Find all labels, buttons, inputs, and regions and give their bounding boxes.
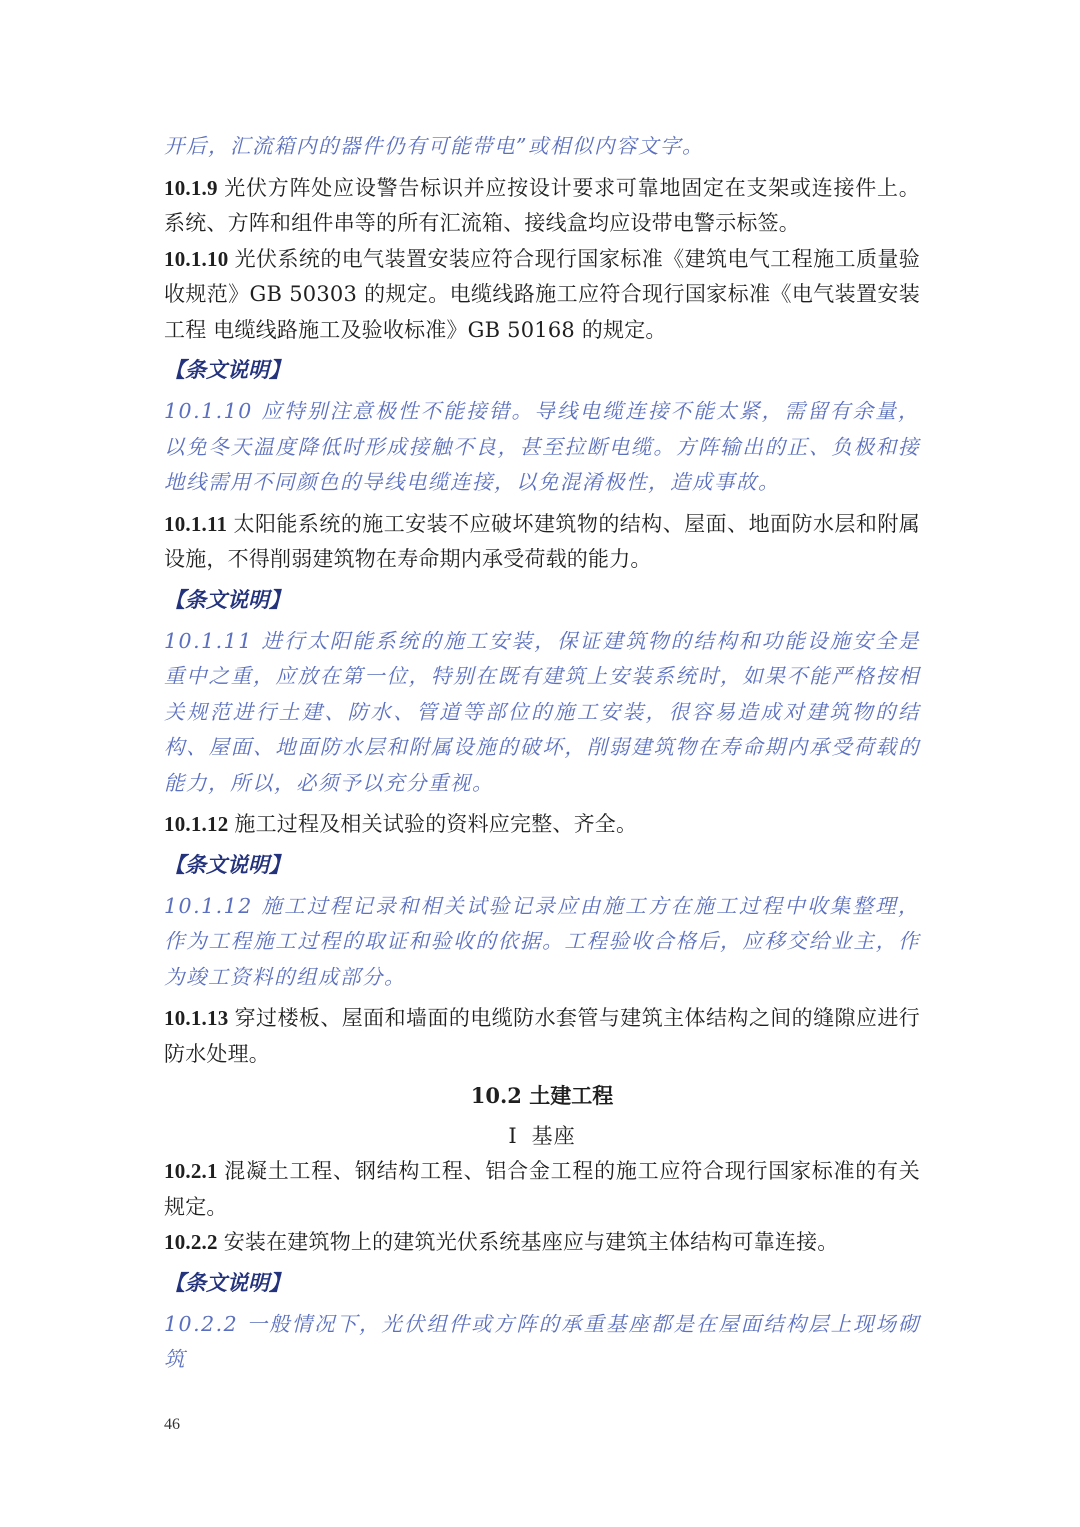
subsection-title	[164, 1118, 920, 1154]
clause-10-1-12	[164, 807, 920, 843]
clause-text: 施工过程及相关试验的资料应完整、齐全。	[234, 812, 638, 836]
explanation-heading: 【条文说明】	[164, 357, 290, 382]
clause-number: 10.2.1	[164, 1159, 218, 1183]
section-title: 10.2 土建工程	[470, 1083, 614, 1108]
clause-number: 10.1.13	[164, 1006, 229, 1030]
clause-number: 10.2.2	[164, 1230, 218, 1254]
page-content	[164, 129, 920, 1384]
explanation-text: 10.1.11 进行太阳能系统的施工安装，保证建筑物的结构和功能设施安全是重中之重，应放在第一位，特别在既有建筑上安装系统时，如果不能严格按相关规范进行土建、防水、管道等部位的施工安装，很容易造成对建筑物的结构、屋面、地面防水层和附属设施的破坏，削弱建筑物在寿命期内承受荷载的能力，所以，必须予以充分重视。	[164, 628, 920, 795]
subsection-roman-numeral: I	[508, 1124, 518, 1148]
page-number: 46	[164, 1416, 180, 1433]
clause-number: 10.1.9	[164, 175, 218, 200]
explanation-heading: 【条文说明】	[164, 586, 290, 612]
clause-10-1-10	[164, 242, 920, 349]
clause-10-2-1	[164, 1154, 920, 1225]
clause-number: 10.1.11	[164, 511, 228, 536]
clause-10-1-9	[164, 171, 920, 242]
subsection-title-text: 基座	[531, 1124, 576, 1148]
clause-text: 太阳能系统的施工安装不应破坏建筑物的结构、屋面、地面防水层和附属设施，不得削弱建筑物在寿命期内承受荷载的能力。	[164, 511, 920, 571]
clause-10-1-11	[164, 507, 920, 578]
explanation-text: 10.2.2 一般情况下，光伏组件或方阵的承重基座都是在屋面结构层上现场砌筑	[164, 1311, 920, 1371]
clause-10-1-13	[164, 1001, 920, 1072]
clause-text: 光伏方阵处应设警告标识并应按设计要求可靠地固定在支架或连接件上。系统、方阵和组件串等的所有汇流箱、接线盒均应设带电警示标签。	[164, 175, 920, 235]
explanation-text: 10.1.10 应特别注意极性不能接错。导线电缆连接不能太紧，需留有余量，以免冬天温度降低时形成接触不良，甚至拉断电缆。方阵输出的正、负极和接地线需用不同颜色的导线电缆连接，以免混淆极性，造成事故。	[164, 399, 920, 494]
clause-text: 混凝土工程、钢结构工程、铝合金工程的施工应符合现行国家标准的有关规定。	[164, 1159, 920, 1219]
clause-text: 穿过楼板、屋面和墙面的电缆防水套管与建筑主体结构之间的缝隙应进行防水处理。	[164, 1006, 920, 1066]
clause-text: 光伏系统的电气装置安装应符合现行国家标准《建筑电气工程施工质量验收规范》GB 50303 的规定。电缆线路施工应符合现行国家标准《电气装置安装工程 电缆线路施工及验收标准》GB 50168 的规定。	[164, 246, 920, 342]
clause-text: 安装在建筑物上的建筑光伏系统基座应与建筑主体结构可靠连接。	[223, 1230, 839, 1254]
explanation-heading: 【条文说明】	[164, 851, 290, 877]
clause-number: 10.1.10	[164, 246, 229, 271]
clause-number: 10.1.12	[164, 812, 229, 836]
clause-10-2-2	[164, 1225, 920, 1261]
explanation-heading: 【条文说明】	[164, 1269, 290, 1295]
explanation-text: 10.1.12 施工过程记录和相关试验记录应由施工方在施工过程中收集整理，作为工程施工过程的取证和验收的依据。工程验收合格后，应移交给业主，作为竣工资料的组成部分。	[164, 893, 920, 989]
explanation-text: 开后，汇流箱内的器件仍有可能带电”或相似内容文字。	[164, 134, 704, 158]
